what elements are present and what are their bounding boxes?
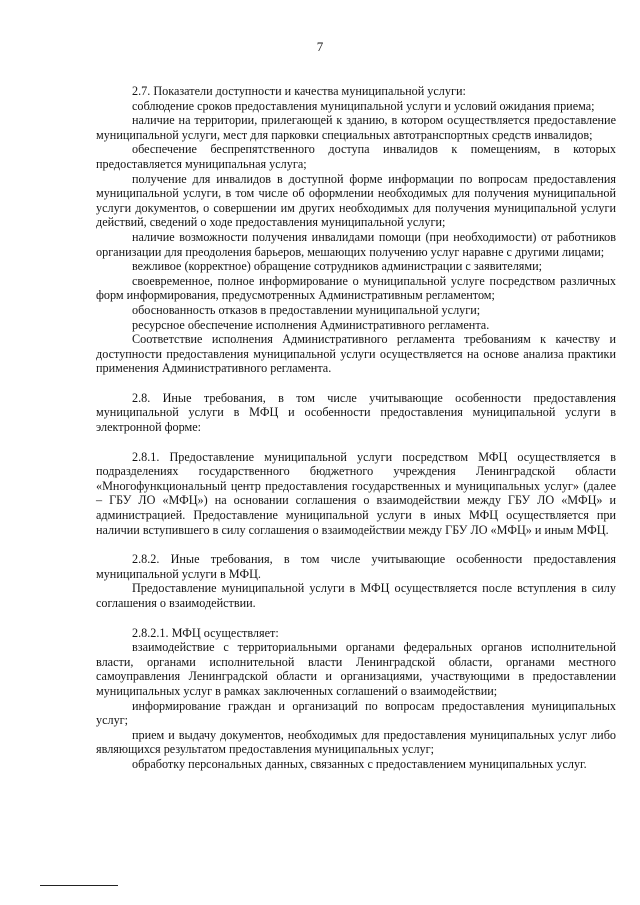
list-item: обоснованность отказов в предоставлении муниципальной услуги;: [132, 302, 481, 317]
list-item: взаимодействие с территориальными органами федеральных органов исполнительной власти, органами исполнительной власти Ленинградской области, органами местного самоуправления Ленинградской области и организациями, участвующими в предоставлении муниципальных услуг в рамках заключенных соглашений о взаимодействии;: [96, 640, 616, 698]
page-number: 7: [316, 39, 324, 54]
list-item: своевременное, полное информирование о муниципальной услуге посредством различных форм информирования, предусмотренных Административным регламентом;: [96, 273, 616, 303]
section-2-7-heading: 2.7. Показатели доступности и качества муниципальной услуги:: [132, 84, 466, 98]
list-item: наличие возможности получения инвалидами помощи (при необходимости) от работников организации для преодоления барьеров, мешающих получению услуг наравне с другими лицами;: [96, 229, 616, 259]
section-2-8-1: 2.8.1. Предоставление муниципальной услуги посредством МФЦ осуществляется в подразделениях государственного бюджетного учреждения Ленинградской области «Многофункциональный центр предоставления государственных и муниципальных услуг» (далее – ГБУ ЛО «МФЦ») на основании соглашения о взаимодействии между ГБУ ЛО «МФЦ» и администрацией. Предоставление муниципальной услуги в иных МФЦ осуществляется при наличии вступившего в силу соглашения о взаимодействии между ГБУ ЛО «МФЦ» и иным МФЦ.: [96, 449, 616, 537]
list-item: прием и выдачу документов, необходимых для предоставления муниципальных услуг либо являющихся результатом предоставления муниципальных услуг;: [96, 727, 616, 757]
paragraph: Соответствие исполнения Административного регламента требованиям к качеству и доступности предоставления муниципальной услуги осуществляется на основе анализа практики применения Административного регламента.: [96, 332, 616, 376]
section-2-8-heading: 2.8. Иные требования, в том числе учитывающие особенности предоставления муниципальной услуги в МФЦ и особенности предоставления муниципальной услуги в электронной форме:: [96, 390, 616, 435]
list-item: наличие на территории, прилегающей к зданию, в котором осуществляется предоставление муниципальной услуги, мест для парковки специальных автотранспортных средств инвалидов;: [96, 113, 616, 142]
list-item: соблюдение сроков предоставления муниципальной услуги и условий ожидания приема;: [132, 98, 595, 113]
list-item: обеспечение беспрепятственного доступа инвалидов к помещениям, в которых предоставляется муниципальная услуга;: [96, 142, 616, 171]
section-2-8-2-1-heading: 2.8.2.1. МФЦ осуществляет:: [132, 625, 279, 640]
list-item: получение для инвалидов в доступной форме информации по вопросам предоставления муниципальной услуги, в том числе об оформлении необходимых для получения муниципальной услуги документов, о совершении им других необходимых для получения муниципальной услуги действий, сведений о ходе предоставления муниципальной услуги;: [96, 171, 616, 230]
list-item: вежливое (корректное) обращение сотрудников администрации с заявителями;: [132, 259, 543, 274]
list-item: информирование граждан и организаций по вопросам предоставления муниципальных услуг;: [96, 698, 616, 728]
document-body: [96, 84, 616, 772]
paragraph: Предоставление муниципальной услуги в МФЦ осуществляется после вступления в силу соглашения о взаимодействии.: [96, 581, 616, 610]
list-item: ресурсное обеспечение исполнения Административного регламента.: [132, 317, 490, 332]
footnote-divider: [40, 885, 118, 886]
list-item: обработку персональных данных, связанных с предоставлением муниципальных услуг.: [132, 756, 587, 771]
section-2-8-2: 2.8.2. Иные требования, в том числе учитывающие особенности предоставления муниципальной услуги в МФЦ.: [96, 552, 616, 581]
